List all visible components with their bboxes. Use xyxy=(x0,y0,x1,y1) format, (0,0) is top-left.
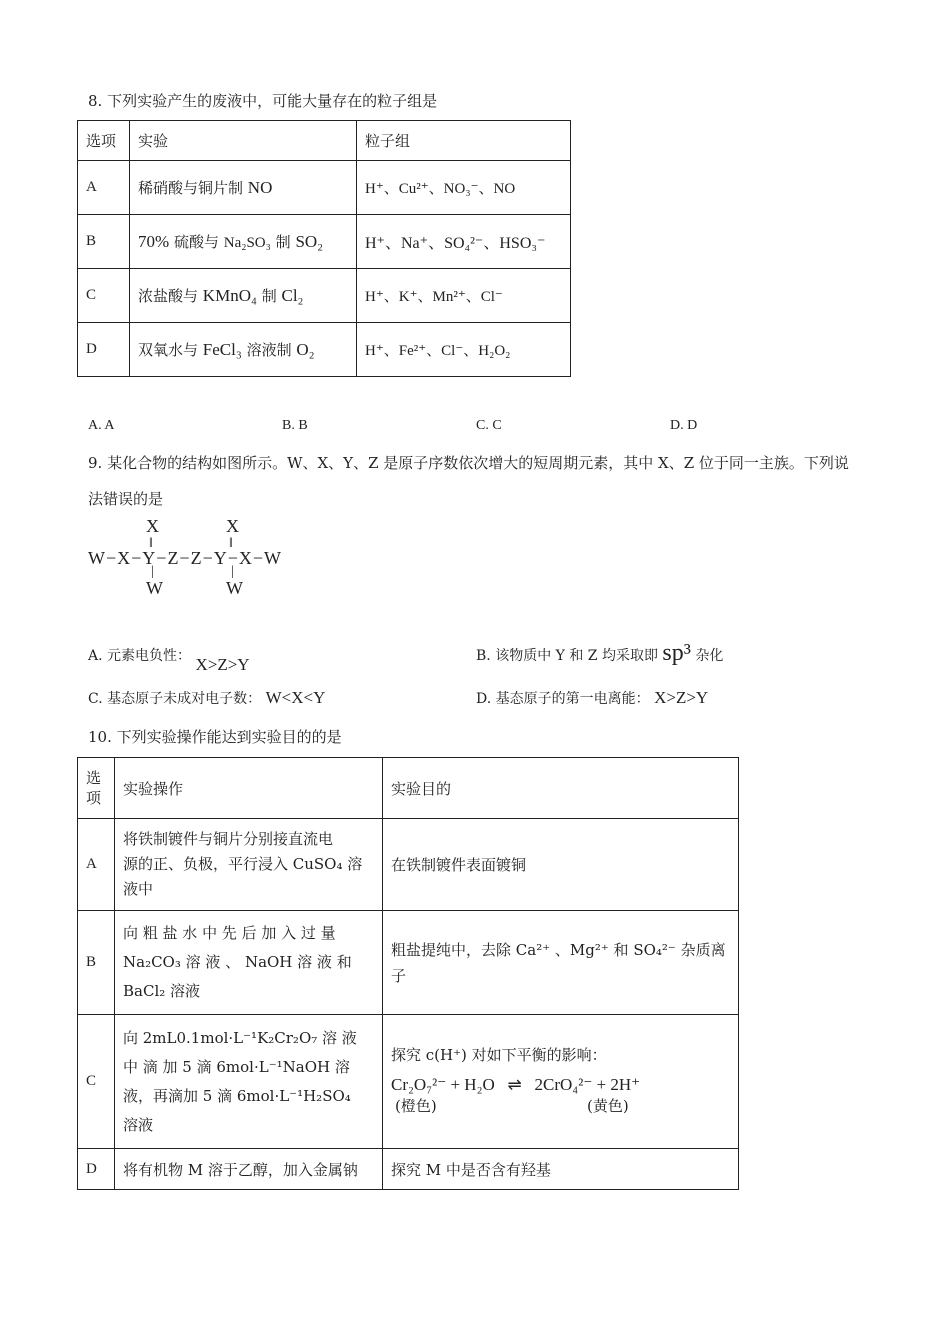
q8-table xyxy=(77,120,571,377)
equation-right: 2CrO₄²⁻ + 2H⁺ xyxy=(534,1075,641,1094)
color-orange-label: (橙色) xyxy=(395,1097,437,1115)
q10-purpose: 在铁制镀件表面镀铜 xyxy=(383,819,739,911)
q10-option: B xyxy=(78,911,115,1015)
single-bond-left: | xyxy=(151,564,154,579)
structure-top-right: X xyxy=(226,516,239,536)
structure-top-left: X xyxy=(146,516,159,536)
q10-option: D xyxy=(78,1149,115,1190)
single-bond-right: | xyxy=(231,564,234,579)
q10-header-operation: 实验操作 xyxy=(115,758,383,819)
equation-left: Cr₂O₇²⁻ + H₂O xyxy=(391,1075,495,1094)
q8-experiment: 浓盐酸与 KMnO₄ 制 Cl₂ xyxy=(130,269,357,323)
q8-ions: H⁺、K⁺、Mn²⁺、Cl⁻ xyxy=(357,269,571,323)
structure-bottom-left: W xyxy=(146,578,163,598)
q9-choice-b[interactable]: B. 该物质中 Y 和 Z 均采取即 sp³ 杂化 xyxy=(476,640,724,666)
q8-ions: H⁺、Cu²⁺、NO₃⁻、NO xyxy=(357,161,571,215)
q10-purpose: 探究 c(H⁺) 对如下平衡的影响： Cr₂O₇²⁻ + H₂O ⇌ 2CrO₄²⁻ + 2H⁺ (橙色) (黄色) xyxy=(383,1015,739,1149)
q10-purpose: 探究 M 中是否含有羟基 xyxy=(383,1149,739,1190)
table-row xyxy=(78,269,571,323)
q8-experiment: 双氧水与 FeCl₃ 溶液制 O₂ xyxy=(130,323,357,377)
q9-stem-line1: 9. 某化合物的结构如图所示。W、X、Y、Z 是原子序数依次增大的短周期元素，其中 X、Z 位于同一主族。下列说 xyxy=(88,454,849,472)
q8-header-ions: 粒子组 xyxy=(357,121,571,161)
q10-stem: 10. 下列实验操作能达到实验目的的是 xyxy=(88,728,342,746)
table-row xyxy=(78,161,571,215)
q10-operation: 向 2mL0.1mol·L⁻¹K₂Cr₂O₇ 溶 液 中 滴 加 5 滴 6mol·L⁻¹NaOH 溶 液，再滴加 5 滴 6mol·L⁻¹H₂SO₄ 溶液 xyxy=(115,1015,383,1149)
q8-option: C xyxy=(78,269,130,323)
q8-option: A xyxy=(78,161,130,215)
q10-option: A xyxy=(78,819,115,911)
q8-choice-a[interactable]: A. A xyxy=(88,418,115,433)
table-row xyxy=(78,1149,739,1190)
table-row xyxy=(78,1015,739,1149)
q8-option: D xyxy=(78,323,130,377)
table-row xyxy=(78,215,571,269)
table-row xyxy=(78,758,739,819)
q10-operation: 将铁制镀件与铜片分别接直流电 源的正、负极，平行浸入 CuSO₄ 溶 液中 xyxy=(115,819,383,911)
q10-operation: 将有机物 M 溶于乙醇，加入金属钠 xyxy=(115,1149,383,1190)
q10-purpose: 粗盐提纯中，去除 Ca²⁺ 、Mg²⁺ 和 SO₄²⁻ 杂质离 子 xyxy=(383,911,739,1015)
q8-choice-d[interactable]: D. D xyxy=(670,418,698,433)
table-row xyxy=(78,911,739,1015)
q10-header-option: 选项 xyxy=(78,758,115,819)
q8-option: B xyxy=(78,215,130,269)
q8-experiment: 稀硝酸与铜片制 NO xyxy=(130,161,357,215)
double-bond-left: ‖ xyxy=(149,536,153,551)
table-row xyxy=(78,121,571,161)
q10-header-purpose: 实验目的 xyxy=(383,758,739,819)
q9-choice-a[interactable]: A. 元素电负性： X>Z>Y xyxy=(88,648,250,674)
q8-header-option: 选项 xyxy=(78,121,130,161)
q8-choice-b[interactable]: B. B xyxy=(282,418,308,433)
q10-option: C xyxy=(78,1015,115,1149)
equilibrium-arrow-icon: ⇌ xyxy=(507,1075,522,1094)
table-row xyxy=(78,819,739,911)
table-row xyxy=(78,323,571,377)
q8-choice-c[interactable]: C. C xyxy=(476,418,502,433)
q9-choice-d[interactable]: D. 基态原子的第一电离能： X>Z>Y xyxy=(476,688,709,707)
q8-ions: H⁺、Na⁺、SO₄²⁻、HSO₃⁻ xyxy=(357,215,571,269)
q10-operation: 向 粗 盐 水 中 先 后 加 入 过 量 Na₂CO₃ 溶 液 、 NaOH 溶 液 和 BaCl₂ 溶液 xyxy=(115,911,383,1015)
structure-bottom-right: W xyxy=(226,578,243,598)
structure-main-chain: W−X−Y−Z−Z−Y−X−W xyxy=(88,548,283,568)
q8-ions: H⁺、Fe²⁺、Cl⁻、H₂O₂ xyxy=(357,323,571,377)
q8-experiment: 70% 硫酸与 Na₂SO₃ 制 SO₂ xyxy=(130,215,357,269)
double-bond-right: ‖ xyxy=(229,536,233,551)
q8-header-experiment: 实验 xyxy=(130,121,357,161)
q9-stem-line2: 法错误的是 xyxy=(88,490,164,508)
q9-choice-c[interactable]: C. 基态原子未成对电子数： W<X<Y xyxy=(88,688,326,707)
q10-table xyxy=(77,757,739,1190)
q8-stem: 8. 下列实验产生的废液中，可能大量存在的粒子组是 xyxy=(88,92,438,110)
color-yellow-label: (黄色) xyxy=(587,1097,629,1115)
